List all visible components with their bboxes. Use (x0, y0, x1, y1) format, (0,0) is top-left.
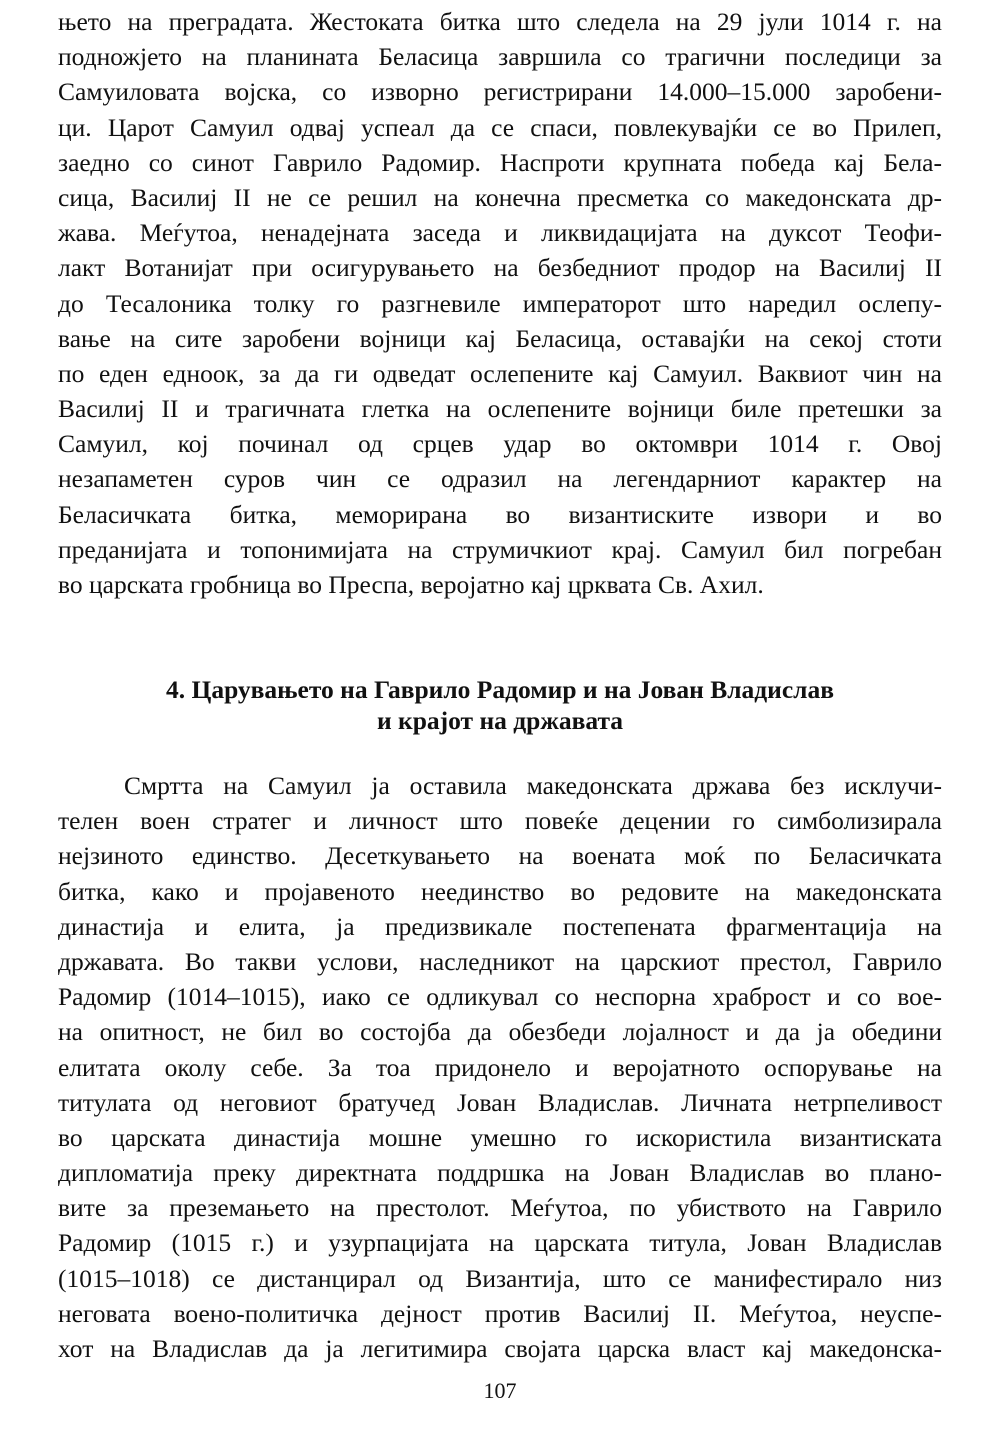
text-line: ци. Царот Самуил одвај успеал да се спаси, повлекувајќи се во Прилеп, (58, 112, 942, 142)
heading-line-2: и крајот на државата (376, 706, 624, 735)
text-line: титулата од неговиот братучед Јован Владислав. Личната нетрпеливост (58, 1087, 942, 1117)
text-line: заедно со синот Гаврило Радомир. Наспроти крупната победа кај Бела- (58, 147, 942, 177)
text-line: преданијата и топонимијата на струмичкиот крај. Самуил бил погребан (58, 534, 942, 564)
text-line: династија и елита, ја предизвикале постепената фрагментација на (58, 911, 942, 941)
text-line: вање на сите заробени војници кај Беласица, оставајќи на секој стоти (58, 323, 942, 353)
page-number: 107 (483, 1378, 517, 1403)
text-line: Смртта на Самуил ја оставила македонската држава без исклучи- (124, 771, 942, 800)
text-line: битка, како и пројавеното неединство во редовите на македонската (58, 876, 942, 906)
text-line: на опитност, не бил во состојба да обезбеди лојалност и да ја обедини (58, 1017, 942, 1047)
document-page (58, 4, 942, 1363)
text-line: елитата околу себе. За тоа придонело и веројатното оспорување на (58, 1052, 942, 1082)
text-line: лакт Вотанијат при осигурувањето на безбедниот продор на Василиј II (58, 253, 942, 283)
text-line: Василиј II и трагичната глетка на ослепените војници биле претешки за (58, 394, 942, 424)
heading-line-1: 4. Царувањето на Гаврило Радомир и на Јован Владислав (165, 675, 835, 704)
text-line: во царската династија мошне умешно го искористила византиската (58, 1122, 942, 1152)
section-heading (58, 674, 942, 736)
text-line: Самуиловата војска, со изворно регистрирани 14.000–15.000 заробени- (58, 77, 942, 107)
paragraph-1 (58, 4, 942, 602)
text-line: до Тесалоника толку го разгневиле императорот што наредил ослепу- (58, 288, 942, 318)
text-line: подножјето на планината Беласица завршила со трагични последици за (58, 42, 942, 72)
text-line: Радомир (1015 г.) и узурпацијата на царската титула, Јован Владислав (58, 1228, 942, 1258)
text-line: (1015–1018) се дистанцирал од Византија, што се манифестирало низ (58, 1263, 942, 1293)
text-line: Самуил, кој починал од срцев удар во октомври 1014 г. Овој (58, 429, 942, 459)
text-line: државата. Во такви услови, наследникот на царскиот престол, Гаврило (58, 946, 942, 976)
text-line: Беласичката битка, меморирана во византиските извори и во (58, 499, 942, 529)
text-line: во царската гробница во Преспа, веројатно кај црквата Св. Ахил. (58, 570, 764, 599)
paragraph-2 (58, 768, 942, 1366)
text-line: незапаметен суров чин се одразил на легендарниот карактер на (58, 464, 942, 494)
text-line: жава. Меѓутоа, ненадејната заседа и ликвидацијата на дуксот Теофи- (58, 218, 942, 248)
text-line: хот на Владислав да ја легитимира својата царска власт кај македонска- (58, 1334, 942, 1363)
text-line: по еден едноок, за да ги одведат ослепените кај Самуил. Ваквиот чин на (58, 358, 942, 388)
text-line: телен воен стратег и личност што повеќе децении го симболизирала (58, 806, 942, 836)
text-line: вите за преземањето на престолот. Меѓутоа, по убиството на Гаврило (58, 1193, 942, 1223)
text-line: њето на преградата. Жестоката битка што следела на 29 јули 1014 г. на (58, 7, 942, 36)
text-line: неговата воено-политичка дејност против Василиј II. Меѓутоа, неуспе- (58, 1298, 942, 1328)
text-line: нејзиното единство. Десеткувањето на воената моќ по Беласичката (58, 841, 942, 871)
text-line: дипломатија преку директната поддршка на Јован Владислав во плано- (58, 1158, 942, 1188)
text-line: сица, Василиј II не се решил на конечна пресметка со македонската др- (58, 182, 942, 212)
text-line: Радомир (1014–1015), иако се одликувал со неспорна храброст и со вое- (58, 982, 942, 1012)
